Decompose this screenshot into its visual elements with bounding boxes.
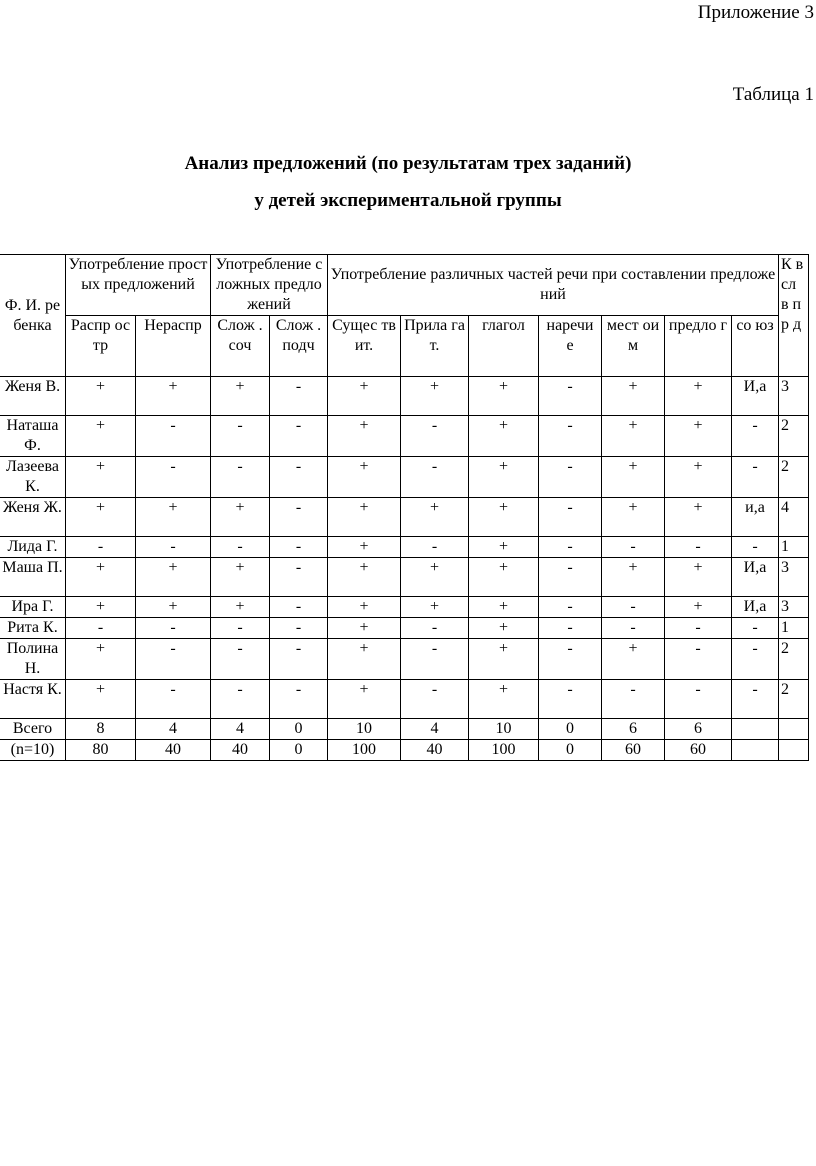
- table-cell: +: [328, 618, 401, 639]
- table-cell: 6: [665, 719, 732, 740]
- table-cell: -: [211, 457, 270, 498]
- table-cell: -: [539, 377, 602, 416]
- table-cell: -: [732, 618, 779, 639]
- table-cell: 4: [401, 719, 469, 740]
- table-cell: +: [328, 537, 401, 558]
- table-cell: и,а: [732, 498, 779, 537]
- table-cell: +: [469, 639, 539, 680]
- table-cell: 3: [779, 558, 809, 597]
- table-cell: -: [270, 558, 328, 597]
- table-cell: +: [136, 597, 211, 618]
- table-cell: 2: [779, 639, 809, 680]
- table-cell: -: [270, 498, 328, 537]
- table-cell: +: [602, 639, 665, 680]
- appendix-label: Приложение 3: [697, 2, 814, 23]
- table-cell: 0: [270, 740, 328, 761]
- table-cell: -: [665, 680, 732, 719]
- table-cell: +: [66, 457, 136, 498]
- table-row: [0, 639, 809, 680]
- table-cell: +: [66, 680, 136, 719]
- table-cell: +: [665, 597, 732, 618]
- table-cell: 2: [779, 680, 809, 719]
- table-cell: -: [270, 537, 328, 558]
- header-complex-sentences: Употребление сложных предложений: [211, 255, 328, 316]
- table-cell: +: [401, 377, 469, 416]
- table-cell: +: [328, 498, 401, 537]
- table-row: [0, 680, 809, 719]
- table-cell: -: [539, 639, 602, 680]
- subheader-cell: глагол: [469, 316, 539, 377]
- totals-row: [0, 719, 809, 740]
- child-name-cell: Настя К.: [0, 680, 66, 719]
- table-row: [0, 377, 809, 416]
- table-cell: 1: [779, 537, 809, 558]
- child-name-cell: Ира Г.: [0, 597, 66, 618]
- subheader-cell: мест оим: [602, 316, 665, 377]
- child-name-cell: (n=10): [0, 740, 66, 761]
- table-cell: -: [732, 457, 779, 498]
- subheader-cell: предло г: [665, 316, 732, 377]
- table-cell: +: [469, 377, 539, 416]
- table-cell: -: [136, 537, 211, 558]
- table-cell: -: [211, 639, 270, 680]
- totals-row: [0, 740, 809, 761]
- subheader-cell: Прила гат.: [401, 316, 469, 377]
- table-cell: [779, 719, 809, 740]
- table-cell: -: [602, 680, 665, 719]
- table-cell: -: [602, 537, 665, 558]
- child-name-cell: Полина Н.: [0, 639, 66, 680]
- table-cell: 10: [469, 719, 539, 740]
- table-cell: -: [401, 618, 469, 639]
- table-cell: -: [732, 639, 779, 680]
- table-cell: +: [211, 498, 270, 537]
- table-cell: +: [469, 457, 539, 498]
- table-cell: -: [401, 537, 469, 558]
- table-cell: 4: [136, 719, 211, 740]
- header-last-column: К в сл в пр д: [779, 255, 809, 377]
- table-cell: 4: [779, 498, 809, 537]
- subheader-cell: Слож . подч: [270, 316, 328, 377]
- table-row: [0, 416, 809, 457]
- table-cell: -: [665, 618, 732, 639]
- table-cell: -: [211, 618, 270, 639]
- table-cell: -: [136, 618, 211, 639]
- table-cell: +: [328, 597, 401, 618]
- table-cell: -: [539, 558, 602, 597]
- table-cell: -: [732, 416, 779, 457]
- table-cell: +: [328, 639, 401, 680]
- table-cell: -: [66, 618, 136, 639]
- header-simple-sentences: Употребление простых предложений: [66, 255, 211, 316]
- table-cell: -: [401, 416, 469, 457]
- table-cell: +: [665, 498, 732, 537]
- table-cell: 3: [779, 377, 809, 416]
- table-cell: 100: [328, 740, 401, 761]
- table-cell: 0: [539, 719, 602, 740]
- document-subtitle: у детей экспериментальной группы: [254, 190, 562, 211]
- table-cell: -: [539, 618, 602, 639]
- subheader-cell: Нераспр: [136, 316, 211, 377]
- table-cell: 40: [136, 740, 211, 761]
- table-cell: [732, 719, 779, 740]
- table-cell: -: [270, 618, 328, 639]
- table-cell: +: [469, 558, 539, 597]
- table-cell: 6: [602, 719, 665, 740]
- table-cell: +: [401, 498, 469, 537]
- table-cell: +: [328, 416, 401, 457]
- table-row: [0, 537, 809, 558]
- child-name-cell: Рита К.: [0, 618, 66, 639]
- table-cell: +: [602, 558, 665, 597]
- table-cell: -: [270, 457, 328, 498]
- child-name-cell: Лида Г.: [0, 537, 66, 558]
- table-cell: -: [401, 680, 469, 719]
- table-cell: 3: [779, 597, 809, 618]
- table-cell: -: [539, 457, 602, 498]
- table-cell: 0: [270, 719, 328, 740]
- table-row: [0, 457, 809, 498]
- table-cell: +: [469, 537, 539, 558]
- child-name-cell: Маша П.: [0, 558, 66, 597]
- header-parts-of-speech: Употребление различных частей речи при составлении предложений: [328, 255, 779, 316]
- table-cell: +: [602, 377, 665, 416]
- analysis-table: [0, 254, 809, 761]
- table-cell: +: [602, 457, 665, 498]
- table-cell: +: [211, 377, 270, 416]
- table-cell: -: [270, 639, 328, 680]
- table-cell: -: [539, 680, 602, 719]
- table-cell: 40: [211, 740, 270, 761]
- table-cell: +: [211, 597, 270, 618]
- table-cell: 2: [779, 416, 809, 457]
- table-cell: 2: [779, 457, 809, 498]
- table-cell: -: [136, 416, 211, 457]
- table-cell: И,а: [732, 377, 779, 416]
- table-cell: -: [401, 457, 469, 498]
- document-title: Анализ предложений (по результатам трех заданий): [184, 153, 632, 174]
- table-cell: 100: [469, 740, 539, 761]
- table-row: [0, 498, 809, 537]
- table-cell: +: [665, 416, 732, 457]
- table-cell: -: [665, 537, 732, 558]
- table-cell: +: [66, 498, 136, 537]
- subheader-cell: со юз: [732, 316, 779, 377]
- table-cell: +: [66, 558, 136, 597]
- table-cell: И,а: [732, 597, 779, 618]
- table-cell: 80: [66, 740, 136, 761]
- table-row: [0, 597, 809, 618]
- table-cell: +: [469, 416, 539, 457]
- table-cell: +: [665, 457, 732, 498]
- table-number: Таблица 1: [732, 84, 814, 105]
- table-cell: +: [469, 597, 539, 618]
- table-cell: +: [665, 558, 732, 597]
- table-cell: 1: [779, 618, 809, 639]
- subheader-cell: Сущес твит.: [328, 316, 401, 377]
- table-cell: +: [328, 457, 401, 498]
- child-name-cell: Женя Ж.: [0, 498, 66, 537]
- table-cell: +: [328, 680, 401, 719]
- table-cell: 60: [665, 740, 732, 761]
- table-cell: -: [270, 680, 328, 719]
- child-name-cell: Наташа Ф.: [0, 416, 66, 457]
- table-cell: -: [732, 680, 779, 719]
- table-cell: -: [270, 377, 328, 416]
- table-cell: +: [136, 498, 211, 537]
- table-cell: +: [66, 416, 136, 457]
- table-cell: -: [539, 416, 602, 457]
- child-name-cell: Лазеева К.: [0, 457, 66, 498]
- table-cell: -: [211, 680, 270, 719]
- table-cell: +: [469, 498, 539, 537]
- table-cell: -: [401, 639, 469, 680]
- table-cell: 60: [602, 740, 665, 761]
- table-cell: -: [602, 618, 665, 639]
- table-cell: +: [602, 498, 665, 537]
- table-cell: 10: [328, 719, 401, 740]
- table-cell: -: [136, 639, 211, 680]
- table-cell: [779, 740, 809, 761]
- table-cell: -: [539, 597, 602, 618]
- table-cell: -: [732, 537, 779, 558]
- table-cell: +: [469, 680, 539, 719]
- table-cell: +: [328, 377, 401, 416]
- table-row: [0, 618, 809, 639]
- table-cell: +: [136, 558, 211, 597]
- table-cell: +: [469, 618, 539, 639]
- table-cell: +: [136, 377, 211, 416]
- table-cell: 4: [211, 719, 270, 740]
- table-cell: И,а: [732, 558, 779, 597]
- subheader-cell: Слож . соч: [211, 316, 270, 377]
- table-cell: -: [270, 597, 328, 618]
- table-cell: -: [66, 537, 136, 558]
- table-cell: +: [328, 558, 401, 597]
- table-cell: +: [401, 558, 469, 597]
- table-cell: +: [66, 377, 136, 416]
- table-cell: [732, 740, 779, 761]
- table-cell: +: [66, 597, 136, 618]
- table-cell: -: [539, 537, 602, 558]
- table-cell: -: [602, 597, 665, 618]
- child-name-cell: Всего: [0, 719, 66, 740]
- table-cell: +: [602, 416, 665, 457]
- table-cell: -: [136, 680, 211, 719]
- table-cell: 8: [66, 719, 136, 740]
- table-cell: -: [539, 498, 602, 537]
- table-cell: -: [211, 537, 270, 558]
- subheader-cell: Распр остр: [66, 316, 136, 377]
- child-name-cell: Женя В.: [0, 377, 66, 416]
- table-cell: -: [270, 416, 328, 457]
- table-cell: +: [665, 377, 732, 416]
- header-name: Ф. И. ребенка: [0, 255, 66, 377]
- subheader-cell: наречи е: [539, 316, 602, 377]
- table-cell: -: [665, 639, 732, 680]
- table-cell: 40: [401, 740, 469, 761]
- table-row: [0, 558, 809, 597]
- table-cell: +: [211, 558, 270, 597]
- table-cell: -: [136, 457, 211, 498]
- table-cell: +: [401, 597, 469, 618]
- table-cell: 0: [539, 740, 602, 761]
- table-cell: -: [211, 416, 270, 457]
- table-cell: +: [66, 639, 136, 680]
